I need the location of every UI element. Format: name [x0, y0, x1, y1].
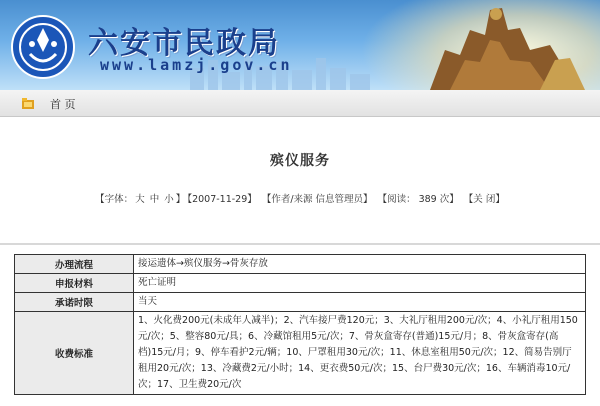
civil-affairs-emblem-icon — [10, 14, 76, 80]
article-meta — [0, 191, 600, 205]
font-large-link[interactable]: 大 — [135, 194, 145, 205]
row-value-process: 接运遗体→殡仪服务→骨灰存放 — [134, 255, 586, 274]
table-row — [15, 255, 586, 274]
site-banner — [0, 0, 600, 90]
row-label-time-limit: 承诺时限 — [15, 293, 134, 312]
view-count: 【阅读： 389 次】 — [377, 194, 459, 205]
content-divider — [0, 243, 600, 245]
article-title: 殡仪服务 — [270, 153, 330, 169]
row-label-process: 办理流程 — [15, 255, 134, 274]
row-value-time-limit: 当天 — [134, 293, 586, 312]
font-medium-link[interactable]: 中 — [149, 194, 160, 205]
row-value-fees: 1、火化费200元(未成年人减半)；2、汽车接尸费120元；3、大礼厅租用200元/次；4、小礼厅租用150元/次；5、整容80元/具；6、冷藏馆租用5元/次；7、骨灰盒寄存(普通)15元/月；8、骨灰盒寄存(高档)15元/月；9、停车看护2元/辆；10、尸罩租用30元/次；11、休息室租用50元/次；12、简易告别厅租用20元/次；13、冷藏费2元/小时；14、更衣费50元/次；15、台尸费30元/次；16、车辆消毒10元/次；17、卫生费20元/次 — [134, 312, 586, 395]
nav-home-link[interactable]: 首 页 — [50, 98, 76, 111]
site-title: 六安市民政局 — [88, 26, 280, 61]
row-label-fees: 收费标准 — [15, 312, 134, 395]
table-row — [15, 274, 586, 293]
row-value-materials: 死亡证明 — [134, 274, 586, 293]
service-info-table — [14, 254, 586, 395]
site-url: www.lamzj.gov.cn — [100, 56, 293, 74]
table-row — [15, 312, 586, 395]
author-source: 【作者/来源 信息管理员】 — [261, 194, 373, 205]
row-label-materials: 申报材料 — [15, 274, 134, 293]
close-link[interactable]: 【关 闭】 — [463, 194, 505, 205]
font-size-prefix: 【字体： — [95, 194, 134, 205]
nav-bar — [0, 90, 600, 117]
home-folder-icon — [22, 97, 34, 109]
publish-date: 【2007-11-29】 — [187, 194, 257, 205]
table-row — [15, 293, 586, 312]
font-size-suffix: 】 — [175, 194, 186, 205]
font-small-link[interactable]: 小 — [164, 194, 174, 205]
statue-sculpture-graphic — [390, 0, 590, 90]
